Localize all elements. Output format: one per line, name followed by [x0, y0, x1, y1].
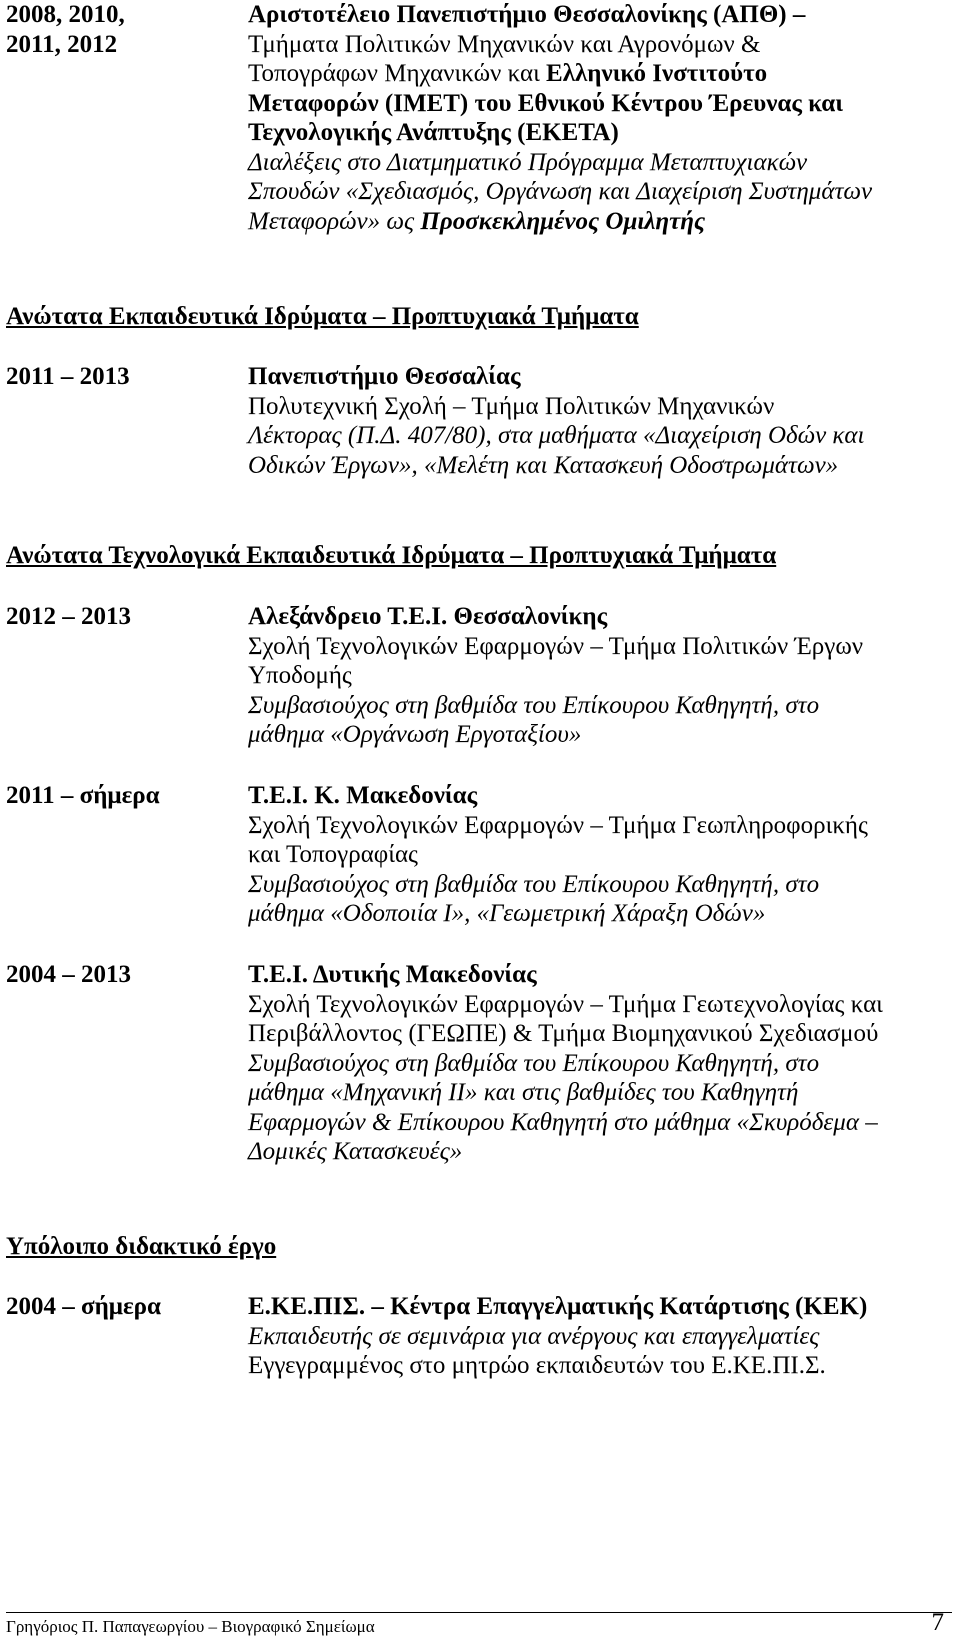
department-line: Υποδομής [248, 662, 352, 689]
registration-line: Εγγεγραμμένος στο μητρώο εκπαιδευτών του Ε.ΚΕ.ΠΙ.Σ. [248, 1352, 826, 1379]
footer-divider [6, 1612, 952, 1613]
institution-name: Τ.Ε.Ι. Δυτικής Μακεδονίας [248, 961, 537, 988]
institution-name: Αριστοτέλειο Πανεπιστήμιο Θεσσαλονίκης (ΑΠΘ) – [248, 1, 806, 28]
role-description: Δομικές Κατασκευές» [248, 1138, 463, 1165]
institute-name-line: Τεχνολογικής Ανάπτυξης (ΕΚΕΤΑ) [248, 119, 619, 146]
section-heading-universities: Ανώτατα Εκπαιδευτικά Ιδρύματα – Προπτυχιακά Τμήματα [6, 303, 639, 330]
entry-body [248, 781, 948, 929]
page-number: 7 [931, 1609, 944, 1636]
entry-date [6, 960, 236, 990]
section-heading-tei: Ανώτατα Τεχνολογικά Εκπαιδευτικά Ιδρύματα – Προπτυχιακά Τμήματα [6, 542, 777, 569]
department-line: Πολυτεχνική Σχολή – Τμήμα Πολιτικών Μηχανικών [248, 392, 775, 420]
entry-date-line: 2004 – σήμερα [6, 1293, 161, 1320]
entry-body [248, 1292, 948, 1381]
entry-date [6, 602, 236, 632]
entry-date-line: 2011, 2012 [6, 30, 118, 58]
entry-date-line: 2011 – 2013 [6, 363, 130, 390]
role-description: Εκπαιδευτής σε σεμινάρια για ανέργους και επαγγελματίες [248, 1322, 820, 1350]
role-description [248, 207, 948, 237]
institution-name: Αλεξάνδρειο Τ.Ε.Ι. Θεσσαλονίκης [248, 603, 608, 630]
entry-body [248, 960, 948, 1167]
role-description: Συμβασιούχος στη βαθμίδα του Επίκουρου Καθηγητή, στο [248, 691, 820, 719]
department-line: Σχολή Τεχνολογικών Εφαρμογών – Τμήμα Γεωπληροφορικής [248, 811, 868, 839]
section-heading-other-teaching: Υπόλοιπο διδακτικό έργο [6, 1233, 277, 1260]
role-description: Σπουδών «Σχεδιασμός, Οργάνωση και Διαχείριση Συστημάτων [248, 178, 873, 205]
department-line: Περιβάλλοντος (ΓΕΩΠΕ) & Τμήμα Βιομηχανικού Σχεδιασμού [248, 1020, 879, 1047]
role-description: Οδικών Έργων», «Μελέτη και Κατασκευή Οδοστρωμάτων» [248, 451, 839, 479]
role-description: Λέκτορας (Π.Δ. 407/80), στα μαθήματα «Διαχείριση Οδών και [248, 422, 865, 449]
department-line [248, 59, 948, 89]
institution-name: Τ.Ε.Ι. Κ. Μακεδονίας [248, 782, 478, 809]
role-description: Διαλέξεις στο Διατμηματικό Πρόγραμμα Μεταπτυχιακών [248, 148, 808, 176]
department-line: και Τοπογραφίας [248, 841, 418, 868]
entry-date [6, 781, 236, 811]
department-line: Σχολή Τεχνολογικών Εφαρμογών – Τμήμα Γεωτεχνολογίας και [248, 990, 883, 1018]
role-title: Προσκεκλημένος Ομιλητής [420, 207, 706, 235]
entry-date-line: 2011 – σήμερα [6, 782, 160, 809]
role-description: Εφαρμογών & Επίκουρου Καθηγητή στο μάθημα «Σκυρόδεμα – [248, 1108, 878, 1136]
role-description: Συμβασιούχος στη βαθμίδα του Επίκουρου Καθηγητή, στο [248, 1049, 820, 1077]
institution-name: Ε.ΚΕ.ΠΙΣ. – Κέντρα Επαγγελματικής Κατάρτισης (ΚΕΚ) [248, 1293, 868, 1320]
institute-name-line: Μεταφορών (ΙΜΕΤ) του Εθνικού Κέντρου Έρευνας και [248, 89, 843, 117]
role-text: Μεταφορών» ως [248, 207, 421, 235]
role-description: μάθημα «Μηχανική ΙΙ» και στις βαθμίδες του Καθηγητή [248, 1079, 799, 1106]
entry-date [6, 0, 236, 59]
department-line: Τμήματα Πολιτικών Μηχανικών και Αγρονόμων & [248, 30, 761, 58]
role-description: μάθημα «Οργάνωση Εργοταξίου» [248, 721, 582, 748]
entry-date-line: 2012 – 2013 [6, 603, 131, 630]
entry-body [248, 0, 948, 236]
department-line: Σχολή Τεχνολογικών Εφαρμογών – Τμήμα Πολιτικών Έργων [248, 632, 864, 660]
institution-name: Πανεπιστήμιο Θεσσαλίας [248, 363, 521, 390]
entry-date [6, 362, 236, 392]
entry-date-line: 2008, 2010, [6, 1, 125, 28]
department-text: Τοπογράφων Μηχανικών και [248, 60, 547, 87]
entry-body [248, 602, 948, 750]
page-footer [6, 1609, 952, 1638]
entry-date-line: 2004 – 2013 [6, 961, 131, 988]
institute-name: Ελληνικό Ινστιτούτο [546, 60, 768, 87]
role-description: Συμβασιούχος στη βαθμίδα του Επίκουρου Καθηγητή, στο [248, 870, 820, 898]
footer-author-title: Γρηγόριος Π. Παπαγεωργίου – Βιογραφικό Σημείωμα [6, 1617, 375, 1636]
entry-date [6, 1292, 236, 1322]
role-description: μάθημα «Οδοποιία Ι», «Γεωμετρική Χάραξη Οδών» [248, 900, 766, 927]
entry-body [248, 362, 948, 480]
